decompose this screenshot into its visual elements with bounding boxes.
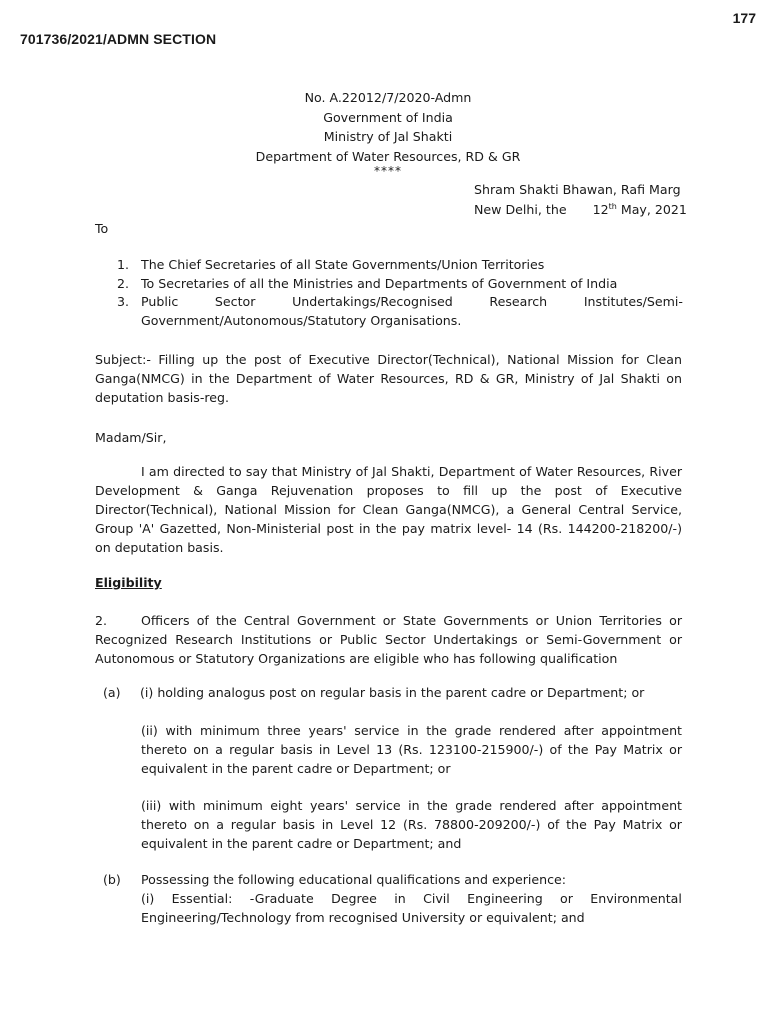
recipient-text-line1	[141, 293, 683, 312]
word: Engineering	[467, 891, 543, 906]
recipient-list	[117, 256, 683, 330]
paragraph-text: Officers of the Central Government or State Governments or Union Territories or Recognized Research Institutions or Public Sector Undertakings or Semi-Government or Autonomous or Statutory Organizations are eligible who has following qualification	[95, 613, 682, 666]
item-a	[103, 683, 644, 702]
word: Environmental	[590, 891, 682, 906]
item-b-label: (b)	[103, 872, 121, 887]
item-a-i: (i) holding analogus post on regular basis in the parent cadre or Department; or	[140, 685, 645, 700]
letter-header	[0, 88, 770, 176]
date-day-suffix: th	[608, 201, 617, 211]
recipient-number: 2.	[117, 275, 130, 291]
to-label: To	[95, 221, 109, 236]
recipient-item	[117, 256, 683, 275]
eligibility-heading: Eligibility	[95, 575, 162, 590]
department-name: Department of Water Resources, RD & GR	[255, 148, 521, 164]
word: Research	[489, 294, 548, 309]
date-month-year: May, 2021	[616, 201, 687, 217]
recipient-text-line2: Government/Autonomous/Statutory Organisations.	[141, 312, 462, 328]
item-a-ii: (ii) with minimum three years' service in the grade rendered after appointment thereto on a regular basis in Level 13 (Rs. 123100-215900/-) of the Pay Matrix or equivalent in the parent cadre or Department; or	[141, 723, 682, 776]
word: Degree	[331, 891, 377, 906]
word: Institutes/Semi-	[583, 294, 683, 309]
file-reference: 701736/2021/ADMN SECTION	[20, 31, 217, 47]
ministry-name: Ministry of Jal Shakti	[323, 129, 453, 144]
date-day: 12	[592, 201, 609, 217]
letter-number: No. A.22012/7/2020-Admn	[304, 90, 472, 105]
essential-qualification	[141, 889, 682, 927]
word: Essential:	[171, 891, 233, 906]
word: -Graduate	[249, 891, 314, 906]
government-name: Government of India	[323, 109, 453, 125]
word: Public	[141, 294, 179, 309]
recipient-item	[117, 275, 683, 294]
word: Civil	[423, 891, 450, 906]
essential-line2: Engineering/Technology from recognised University or equivalent; and	[141, 910, 585, 925]
intro-paragraph: I am directed to say that Ministry of Jal Shakti, Department of Water Resources, River Development & Ganga Rejuvenation proposes to fill up the post of Executive Director(Technical), National Mission for Clean Ganga(NMCG), a General Central Service, Group 'A' Gazetted, Non-Ministerial post in the pay matrix level- 14 (Rs. 144200-218200/-) on deputation basis.	[95, 464, 682, 555]
word: in	[394, 891, 406, 906]
address-line: Shram Shakti Bhawan, Rafi Marg	[474, 182, 681, 197]
recipient-number: 1.	[117, 257, 130, 272]
eligibility-paragraph	[95, 611, 682, 668]
subject-line: Subject:- Filling up the post of Executive Director(Technical), National Mission for Clean Ganga(NMCG) in the Department of Water Resources, RD & GR, Ministry of Jal Shakti on deputation basis-reg.	[95, 352, 682, 405]
letter-date	[474, 200, 687, 220]
word: or	[560, 891, 573, 906]
date-place: New Delhi, the	[474, 201, 567, 217]
item-b-text: Possessing the following educational qualifications and experience:	[141, 872, 567, 887]
sender-address	[474, 180, 687, 219]
recipient-text: To Secretaries of all the Ministries and Departments of Government of India	[141, 275, 618, 291]
item-a-label: (a)	[103, 685, 121, 700]
salutation: Madam/Sir,	[95, 430, 167, 445]
item-a-iii: (iii) with minimum eight years' service in the grade rendered after appointment thereto on a regular basis in Level 12 (Rs. 78800-209200/-) of the Pay Matrix or equivalent in the parent cadre or Department; and	[141, 798, 682, 851]
word: Sector	[214, 294, 256, 309]
paragraph-number: 2.	[95, 613, 108, 628]
header-separator: ****	[374, 164, 402, 178]
word: (i)	[141, 891, 155, 906]
recipient-text: The Chief Secretaries of all State Governments/Union Territories	[141, 257, 545, 272]
page-number: 177	[732, 10, 756, 26]
recipient-item	[117, 293, 683, 330]
word: Undertakings/Recognised	[292, 294, 453, 309]
recipient-number: 3.	[117, 294, 130, 309]
essential-line1	[141, 889, 682, 908]
